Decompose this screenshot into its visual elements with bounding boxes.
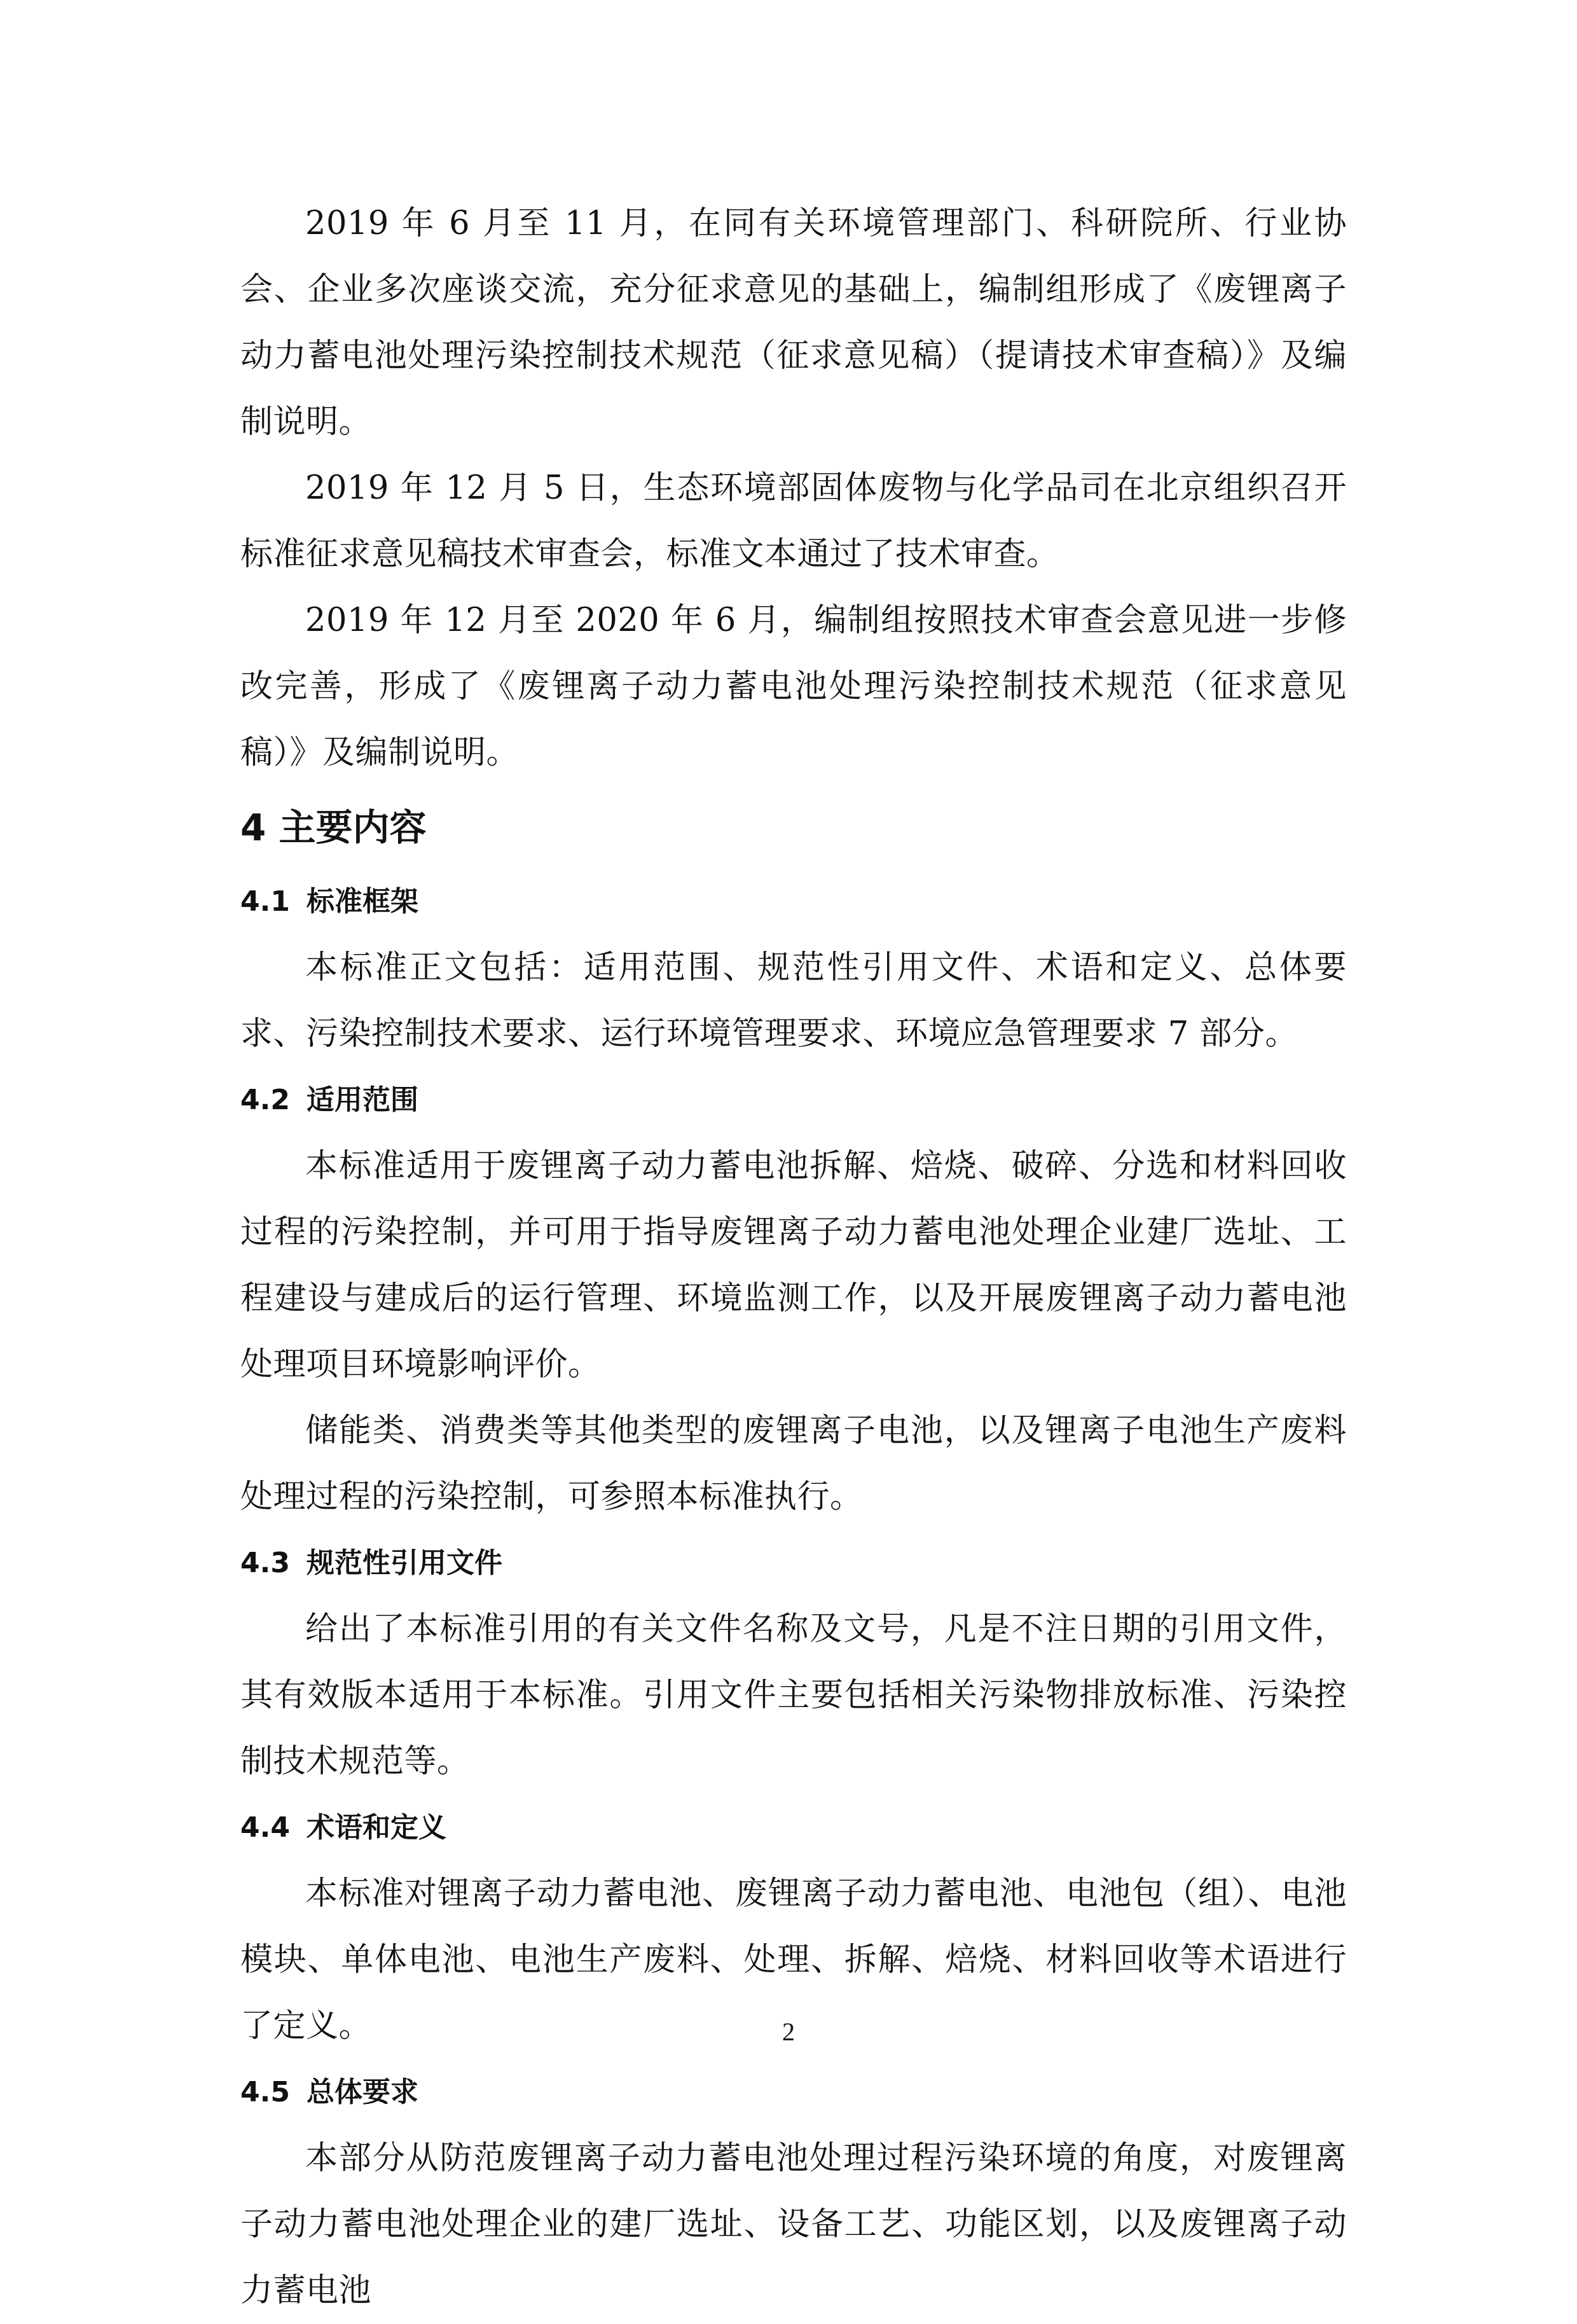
subsection-heading-4-4 <box>240 1795 1347 1861</box>
subsection-heading-4-5 <box>240 2059 1347 2126</box>
subsection-number: 4.3 <box>240 1547 290 1579</box>
document-body <box>240 191 1347 2324</box>
paragraph: 本标准对锂离子动力蓄电池、废锂离子动力蓄电池、电池包（组）、电池模块、单体电池、电池生产废料、处理、拆解、焙烧、材料回收等术语进行了定义。 <box>240 1875 1347 2045</box>
paragraph: 2019 年 12 月 5 日，生态环境部固体废物与化学品司在北京组织召开标准征求意见稿技术审查会，标准文本通过了技术审查。 <box>240 469 1347 573</box>
paragraph: 本标准正文包括：适用范围、规范性引用文件、术语和定义、总体要求、污染控制技术要求、运行环境管理要求、环境应急管理要求 7 部分。 <box>240 949 1347 1053</box>
subsection-title: 标准框架 <box>306 885 418 918</box>
subsection-number: 4.1 <box>240 885 290 918</box>
paragraph: 给出了本标准引用的有关文件名称及文号，凡是不注日期的引用文件，其有效版本适用于本标准。引用文件主要包括相关污染物排放标准、污染控制技术规范等。 <box>240 1610 1347 1780</box>
paragraph: 2019 年 12 月至 2020 年 6 月，编制组按照技术审查会意见进一步修改完善，形成了《废锂离子动力蓄电池处理污染控制技术规范（征求意见稿）》及编制说明。 <box>240 602 1347 771</box>
subsection-heading-4-3 <box>240 1530 1347 1596</box>
subsection-title: 规范性引用文件 <box>306 1547 502 1579</box>
paragraph: 储能类、消费类等其他类型的废锂离子电池，以及锂离子电池生产废料处理过程的污染控制，可参照本标准执行。 <box>240 1412 1347 1516</box>
paragraph: 本标准适用于废锂离子动力蓄电池拆解、焙烧、破碎、分选和材料回收过程的污染控制，并可用于指导废锂离子动力蓄电池处理企业建厂选址、工程建设与建成后的运行管理、环境监测工作，以及开展废锂离子动力蓄电池处理项目环境影响评价。 <box>240 1147 1347 1383</box>
subsection-title: 适用范围 <box>306 1084 418 1116</box>
subsection-number: 4.2 <box>240 1084 290 1116</box>
paragraph: 2019 年 6 月至 11 月，在同有关环境管理部门、科研院所、行业协会、企业多次座谈交流，充分征求意见的基础上，编制组形成了《废锂离子动力蓄电池处理污染控制技术规范（征求意见稿）（提请技术审查稿）》及编制说明。 <box>240 205 1347 441</box>
section-heading-4: 4 主要内容 <box>240 806 427 849</box>
subsection-number: 4.5 <box>240 2076 290 2108</box>
subsection-title: 总体要求 <box>306 2076 418 2108</box>
subsection-number: 4.4 <box>240 1811 290 1844</box>
subsection-heading-4-2 <box>240 1067 1347 1133</box>
subsection-heading-4-1 <box>240 869 1347 935</box>
subsection-title: 术语和定义 <box>306 1811 446 1844</box>
paragraph: 本部分从防范废锂离子动力蓄电池处理过程污染环境的角度，对废锂离子动力蓄电池处理企业的建厂选址、设备工艺、功能区划，以及废锂离子动力蓄电池 <box>240 2140 1347 2309</box>
page-number: 2 <box>782 2017 795 2046</box>
